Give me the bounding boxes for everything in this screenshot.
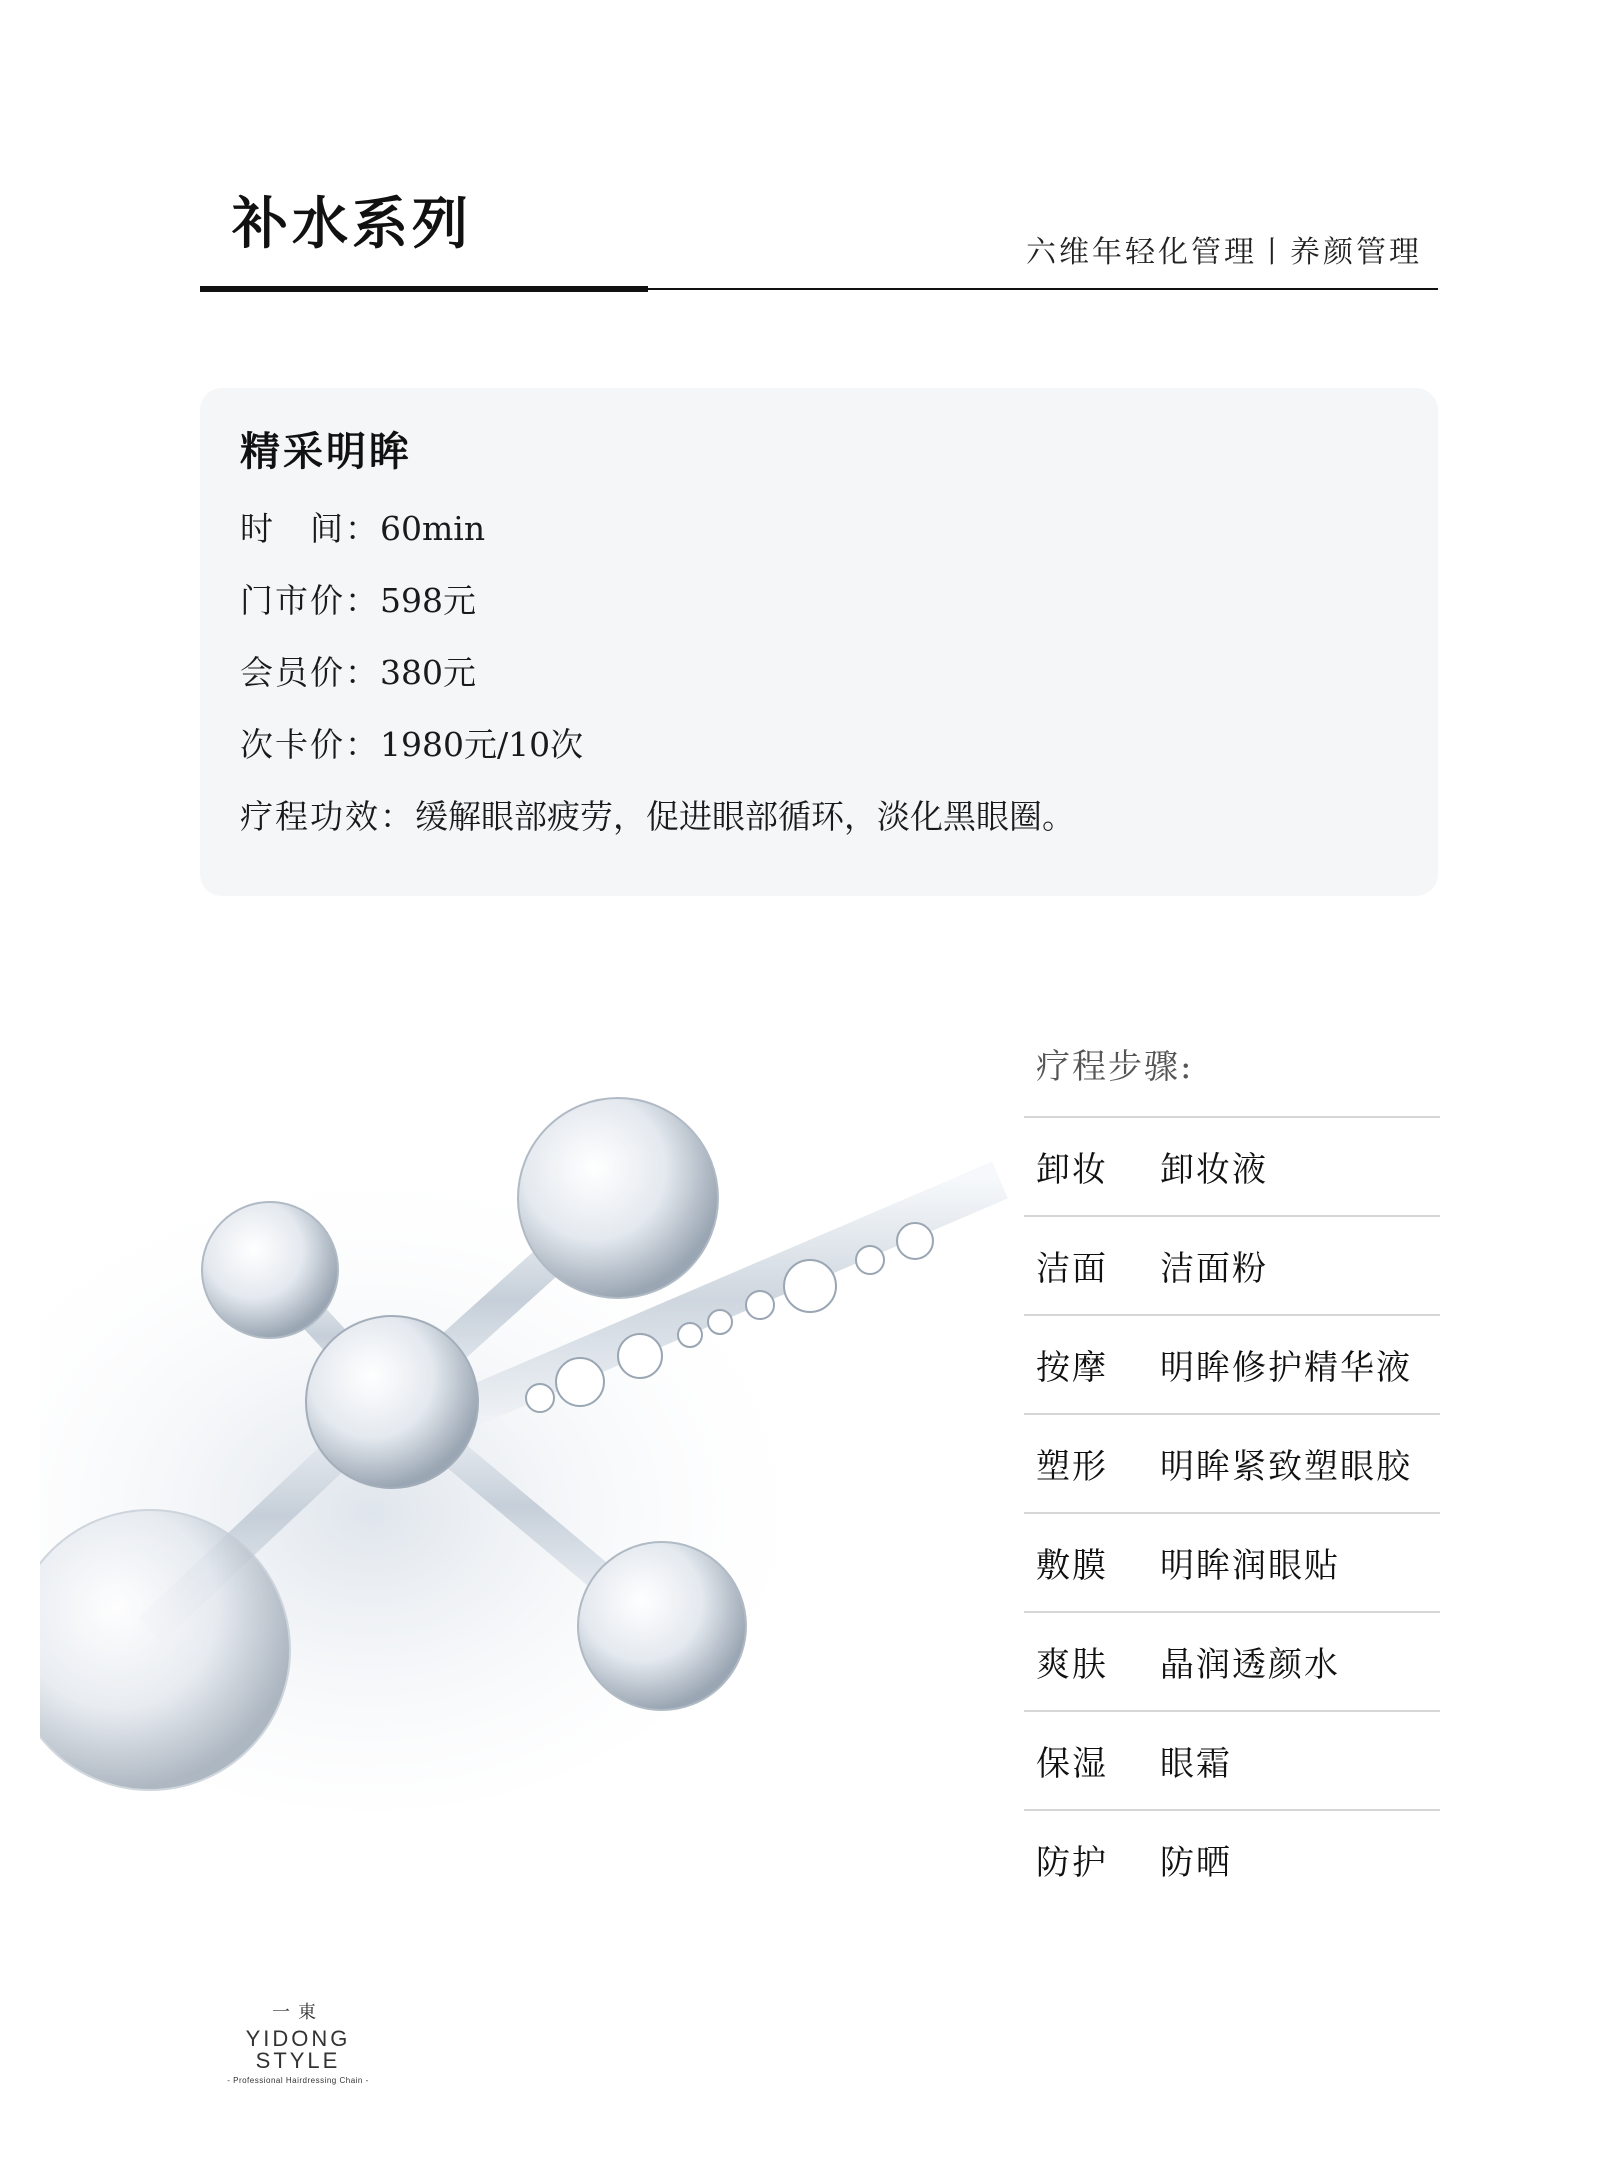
- step-row: [1024, 1710, 1440, 1809]
- step-row: [1024, 1611, 1440, 1710]
- step-name: 保湿: [1036, 1744, 1108, 1784]
- step-product: 防晒: [1160, 1843, 1232, 1883]
- step-name: 塑形: [1036, 1447, 1108, 1487]
- step-row: [1024, 1512, 1440, 1611]
- page-title: 补水系列: [232, 191, 472, 257]
- steps-title: 疗程步骤:: [1036, 1047, 1194, 1087]
- step-name: 按摩: [1036, 1348, 1108, 1388]
- store-price-value: 598元: [380, 581, 476, 620]
- title-underline-thick: [200, 286, 648, 292]
- step-name: 洁面: [1036, 1249, 1108, 1289]
- step-name: 卸妆: [1036, 1150, 1108, 1190]
- step-product: 明眸紧致塑眼胶: [1160, 1447, 1412, 1487]
- step-product: 眼霜: [1160, 1744, 1232, 1784]
- step-row: [1024, 1809, 1440, 1908]
- logo-chinese: 一東: [272, 2002, 324, 2023]
- step-row: [1024, 1413, 1440, 1512]
- card-price-value: 1980元/10次: [380, 725, 584, 764]
- brand-logo: [200, 2004, 396, 2085]
- member-price-value: 380元: [380, 653, 476, 692]
- time-value: 60min: [380, 509, 486, 548]
- steps-list: [1024, 1116, 1440, 1908]
- time-label: 时 间：: [240, 509, 380, 548]
- treatment-info-card: [200, 388, 1438, 896]
- title-underline-thin: [648, 288, 1438, 290]
- time-row: [240, 509, 486, 548]
- store-price-label: 门市价：: [240, 581, 380, 620]
- logo-english: YIDONG STYLE: [245, 2026, 351, 2073]
- molecule-illustration: [40, 1060, 1040, 1820]
- member-price-row: [240, 653, 476, 692]
- step-name: 敷膜: [1036, 1546, 1108, 1586]
- step-product: 卸妆液: [1160, 1150, 1268, 1190]
- step-product: 明眸修护精华液: [1160, 1348, 1412, 1388]
- step-row: [1024, 1116, 1440, 1215]
- step-name: 爽肤: [1036, 1645, 1108, 1685]
- effect-row: [240, 797, 1075, 836]
- step-product: 洁面粉: [1160, 1249, 1268, 1289]
- card-price-label: 次卡价：: [240, 725, 380, 764]
- effect-value: 缓解眼部疲劳，促进眼部循环，淡化黑眼圈。: [415, 797, 1075, 836]
- logo-tagline: - Professional Hairdressing Chain -: [227, 2076, 369, 2085]
- store-price-row: [240, 581, 476, 620]
- step-name: 防护: [1036, 1843, 1108, 1883]
- step-row: [1024, 1314, 1440, 1413]
- page-subtitle: 六维年轻化管理丨养颜管理: [1026, 235, 1422, 270]
- step-product: 晶润透颜水: [1160, 1645, 1340, 1685]
- effect-label: 疗程功效：: [240, 797, 415, 836]
- treatment-name: 精采明眸: [240, 428, 412, 475]
- step-product: 明眸润眼贴: [1160, 1546, 1340, 1586]
- card-price-row: [240, 725, 584, 764]
- step-row: [1024, 1215, 1440, 1314]
- member-price-label: 会员价：: [240, 653, 380, 692]
